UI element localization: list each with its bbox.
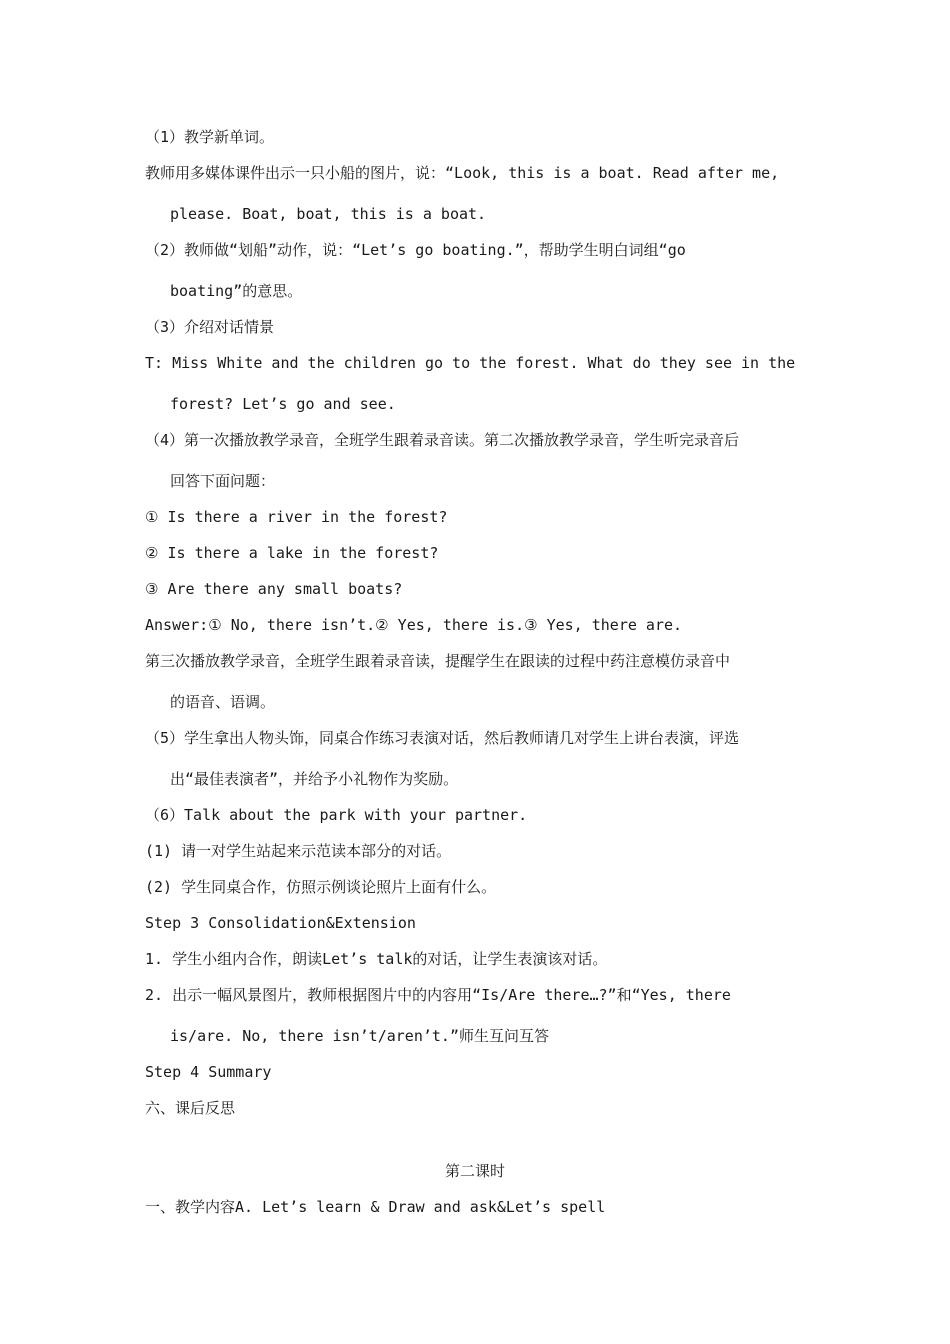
question-river: ① Is there a river in the forest? bbox=[145, 508, 448, 526]
heading-reflection: 六、课后反思 bbox=[145, 1099, 236, 1117]
step-role-play-cont: 出“最佳表演者”，并给予小礼物作为奖励。 bbox=[170, 770, 459, 788]
step-talk-park: （6）Talk about the park with your partner. bbox=[145, 806, 528, 824]
question-lake: ② Is there a lake in the forest? bbox=[145, 544, 439, 562]
step-dialog-context: （3）介绍对话情景 bbox=[145, 318, 275, 336]
paragraph-third-playback: 第三次播放教学录音，全班学生跟着录音读，提醒学生在跟读的过程中药注意模仿录音中 bbox=[145, 652, 731, 670]
paragraph-teacher-intro: T: Miss White and the children go to the forest. What do they see in the bbox=[145, 354, 796, 372]
paragraph-boat-picture-cont: please. Boat, boat, this is a boat. bbox=[170, 205, 487, 223]
item-scenery-picture-cont: is/are. No, there isn’t/aren’t.”师生互问互答 bbox=[170, 1027, 549, 1045]
heading-teaching-content: 一、教学内容A. Let’s learn & Draw and ask&Let’s spell bbox=[145, 1198, 606, 1216]
paragraph-third-playback-cont: 的语音、语调。 bbox=[170, 693, 276, 711]
item-scenery-picture: 2. 出示一幅风景图片，教师根据图片中的内容用“Is/Are there…?”和“Yes, there bbox=[145, 986, 731, 1004]
item-group-reading: 1. 学生小组内合作，朗读Let’s talk的对话，让学生表演该对话。 bbox=[145, 950, 608, 968]
heading-step-3: Step 3 Consolidation&Extension bbox=[145, 914, 416, 932]
heading-step-4: Step 4 Summary bbox=[145, 1063, 272, 1081]
substep-demo-reading: (1) 请一对学生站起来示范读本部分的对话。 bbox=[145, 842, 452, 860]
step-play-recording-cont: 回答下面问题： bbox=[170, 472, 276, 490]
substep-pair-discussion: (2) 学生同桌合作，仿照示例谈论照片上面有什么。 bbox=[145, 878, 497, 896]
step-play-recording: （4）第一次播放教学录音，全班学生跟着录音读。第二次播放教学录音，学生听完录音后 bbox=[145, 431, 740, 449]
step-role-play: （5）学生拿出人物头饰，同桌合作练习表演对话，然后教师请几对学生上讲台表演，评选 bbox=[145, 729, 740, 747]
step-teach-new-words: （1）教学新单词。 bbox=[145, 128, 275, 146]
paragraph-boat-picture: 教师用多媒体课件出示一只小船的图片，说：“Look, this is a boat. Read after me, bbox=[145, 164, 780, 182]
answer-line: Answer:① No, there isn’t.② Yes, there is.③ Yes, there are. bbox=[145, 616, 683, 634]
heading-second-lesson: 第二课时 bbox=[444, 1162, 505, 1180]
paragraph-teacher-intro-cont: forest? Let’s go and see. bbox=[170, 395, 396, 413]
question-boats: ③ Are there any small boats? bbox=[145, 580, 403, 598]
step-boating-action-cont: boating”的意思。 bbox=[170, 282, 303, 300]
step-boating-action: （2）教师做“划船”动作，说：“Let’s go boating.”，帮助学生明白词组“go bbox=[145, 241, 686, 259]
